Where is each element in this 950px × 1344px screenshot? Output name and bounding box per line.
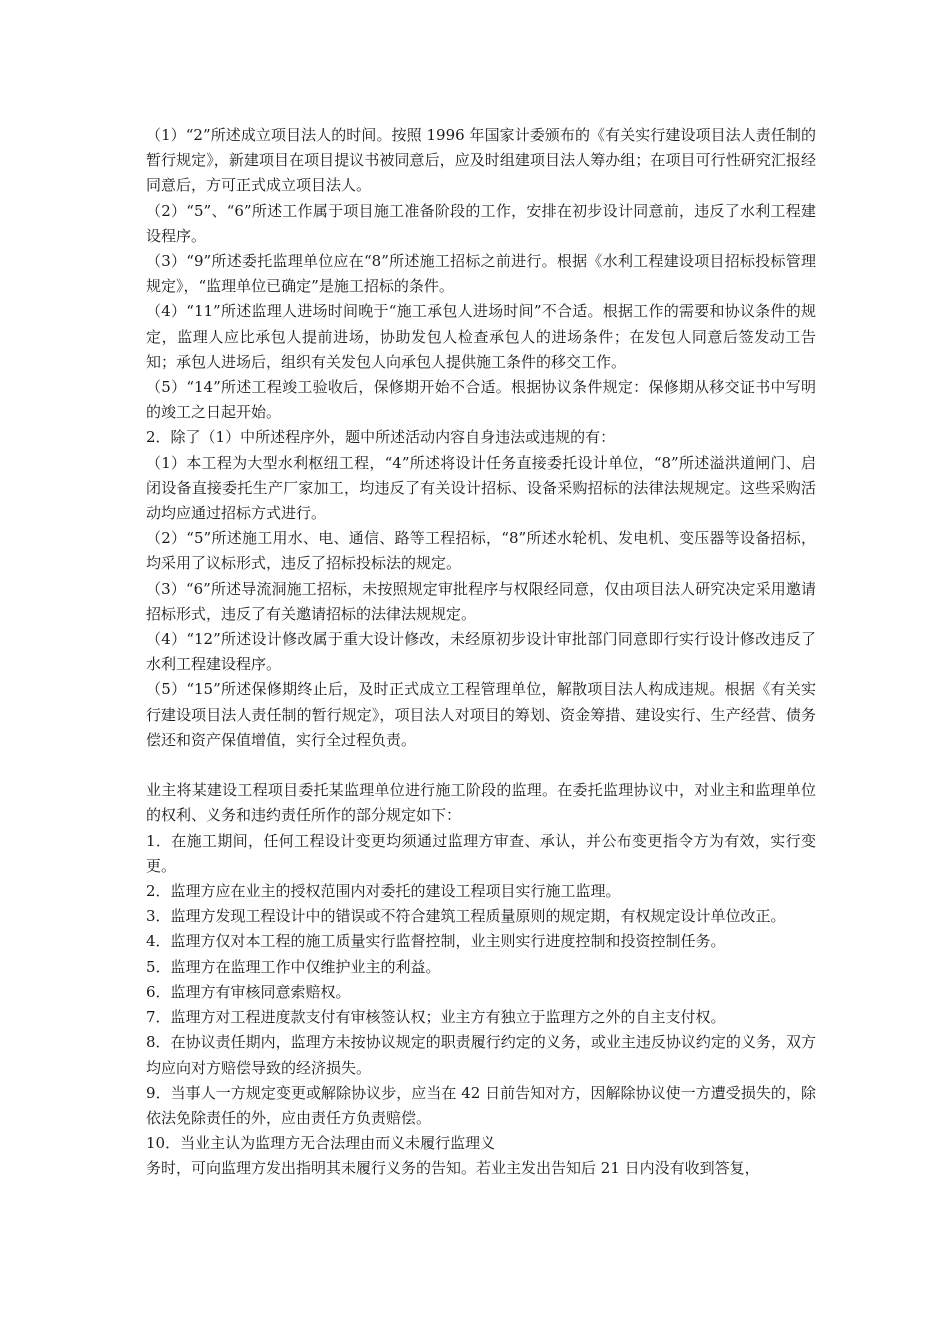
clause-8: 8．在协议责任期内，监理方未按协议规定的职责履行约定的义务，或业主违反协议约定的义务，双方均应向对方赔偿导致的经济损失。 [146, 1033, 816, 1077]
clause-5: 5．监理方在监理工作中仅维护业主的利益。 [146, 957, 441, 976]
case-intro-paragraph: 业主将某建设工程项目委托某监理单位进行施工阶段的监理。在委托监理协议中，对业主和监理单位的权利、义务和违约责任所作的部分规定如下： [146, 781, 816, 825]
answer-paragraph-4: （4）“11”所述监理人进场时间晚于“施工承包人进场时间”不合适。根据工作的需要和协议条件的规定，监理人应比承包人提前进场，协助发包人检查承包人的进场条件；在发包人同意后签发动工告知；承包人进场后，组织有关发包人向承包人提供施工条件的移交工作。 [146, 302, 816, 371]
clause-6: 6．监理方有审核同意索赔权。 [146, 982, 351, 1001]
clause-10: 10．当业主认为监理方无合法理由而义未履行监理义 [146, 1134, 496, 1153]
section-gap [146, 753, 816, 778]
document-body [146, 123, 816, 1182]
answer-paragraph-3: （3）“9”所述委托监理单位应在“8”所述施工招标之前进行。根据《水利工程建设项目招标投标管理规定》，“监理单位已确定”是施工招标的条件。 [146, 252, 816, 296]
clause-3: 3．监理方发现工程设计中的错误或不符合建筑工程质量原则的规定期，有权规定设计单位改正。 [146, 907, 786, 926]
answer-heading-2: 2．除了（1）中所述程序外，题中所述活动内容自身违法或违规的有： [146, 428, 616, 447]
clause-4: 4．监理方仅对本工程的施工质量实行监督控制，业主则实行进度控制和投资控制任务。 [146, 932, 726, 951]
violation-paragraph-1: （1）本工程为大型水利枢纽工程，“4”所述将设计任务直接委托设计单位，“8”所述溢洪道闸门、启闭设备直接委托生产厂家加工，均违反了有关设计招标、设备采购招标的法律法规规定。这些采购活动均应通过招标方式进行。 [146, 453, 816, 523]
violation-paragraph-5: （5）“15”所述保修期终止后，及时正式成立工程管理单位，解散项目法人构成违规。根据《有关实行建设项目法人责任制的暂行规定》，项目法人对项目的筹划、资金筹措、建设实行、生产经营、债务偿还和资产保值增值，实行全过程负责。 [146, 680, 816, 749]
violation-paragraph-2: （2）“5”所述施工用水、电、通信、路等工程招标，“8”所述水轮机、发电机、变压器等设备招标，均采用了议标形式，违反了招标投标法的规定。 [146, 529, 816, 573]
clause-2: 2．监理方应在业主的授权范围内对委托的建设工程项目实行施工监理。 [146, 882, 621, 901]
answer-paragraph-1: （1）“2”所述成立项目法人的时间。按照 1996 年国家计委颁布的《有关实行建设项目法人责任制的暂行规定》，新建项目在项目提议书被同意后，应及时组建项目法人筹办组；在项目可行性研究汇报经同意后，方可正式成立项目法人。 [146, 126, 816, 195]
clause-9: 9．当事人一方规定变更或解除协议步，应当在 42 日前告知对方，因解除协议使一方遭受损失的，除依法免除责任的外，应由责任方负责赔偿。 [146, 1083, 816, 1127]
clause-1: 1．在施工期间，任何工程设计变更均须通过监理方审查、承认，并公布变更指令方为有效，实行变更。 [146, 831, 816, 875]
answer-paragraph-5: （5）“14”所述工程竣工验收后，保修期开始不合适。根据协议条件规定：保修期从移交证书中写明的竣工之日起开始。 [146, 378, 816, 422]
answer-paragraph-2: （2）“5”、“6”所述工作属于项目施工准备阶段的工作，安排在初步设计同意前，违反了水利工程建设程序。 [146, 201, 816, 245]
clause-10-continued: 务时，可向监理方发出指明其未履行义务的告知。若业主发出告知后 21 日内没有收到答复， [146, 1159, 760, 1178]
violation-paragraph-4: （4）“12”所述设计修改属于重大设计修改，未经原初步设计审批部门同意即行实行设计修改违反了水利工程建设程序。 [146, 630, 816, 674]
violation-paragraph-3: （3）“6”所述导流洞施工招标，未按照规定审批程序与权限经同意，仅由项目法人研究决定采用邀请招标形式，违反了有关邀请招标的法律法规规定。 [146, 579, 816, 623]
clause-7: 7．监理方对工程进度款支付有审核签认权；业主方有独立于监理方之外的自主支付权。 [146, 1008, 726, 1027]
